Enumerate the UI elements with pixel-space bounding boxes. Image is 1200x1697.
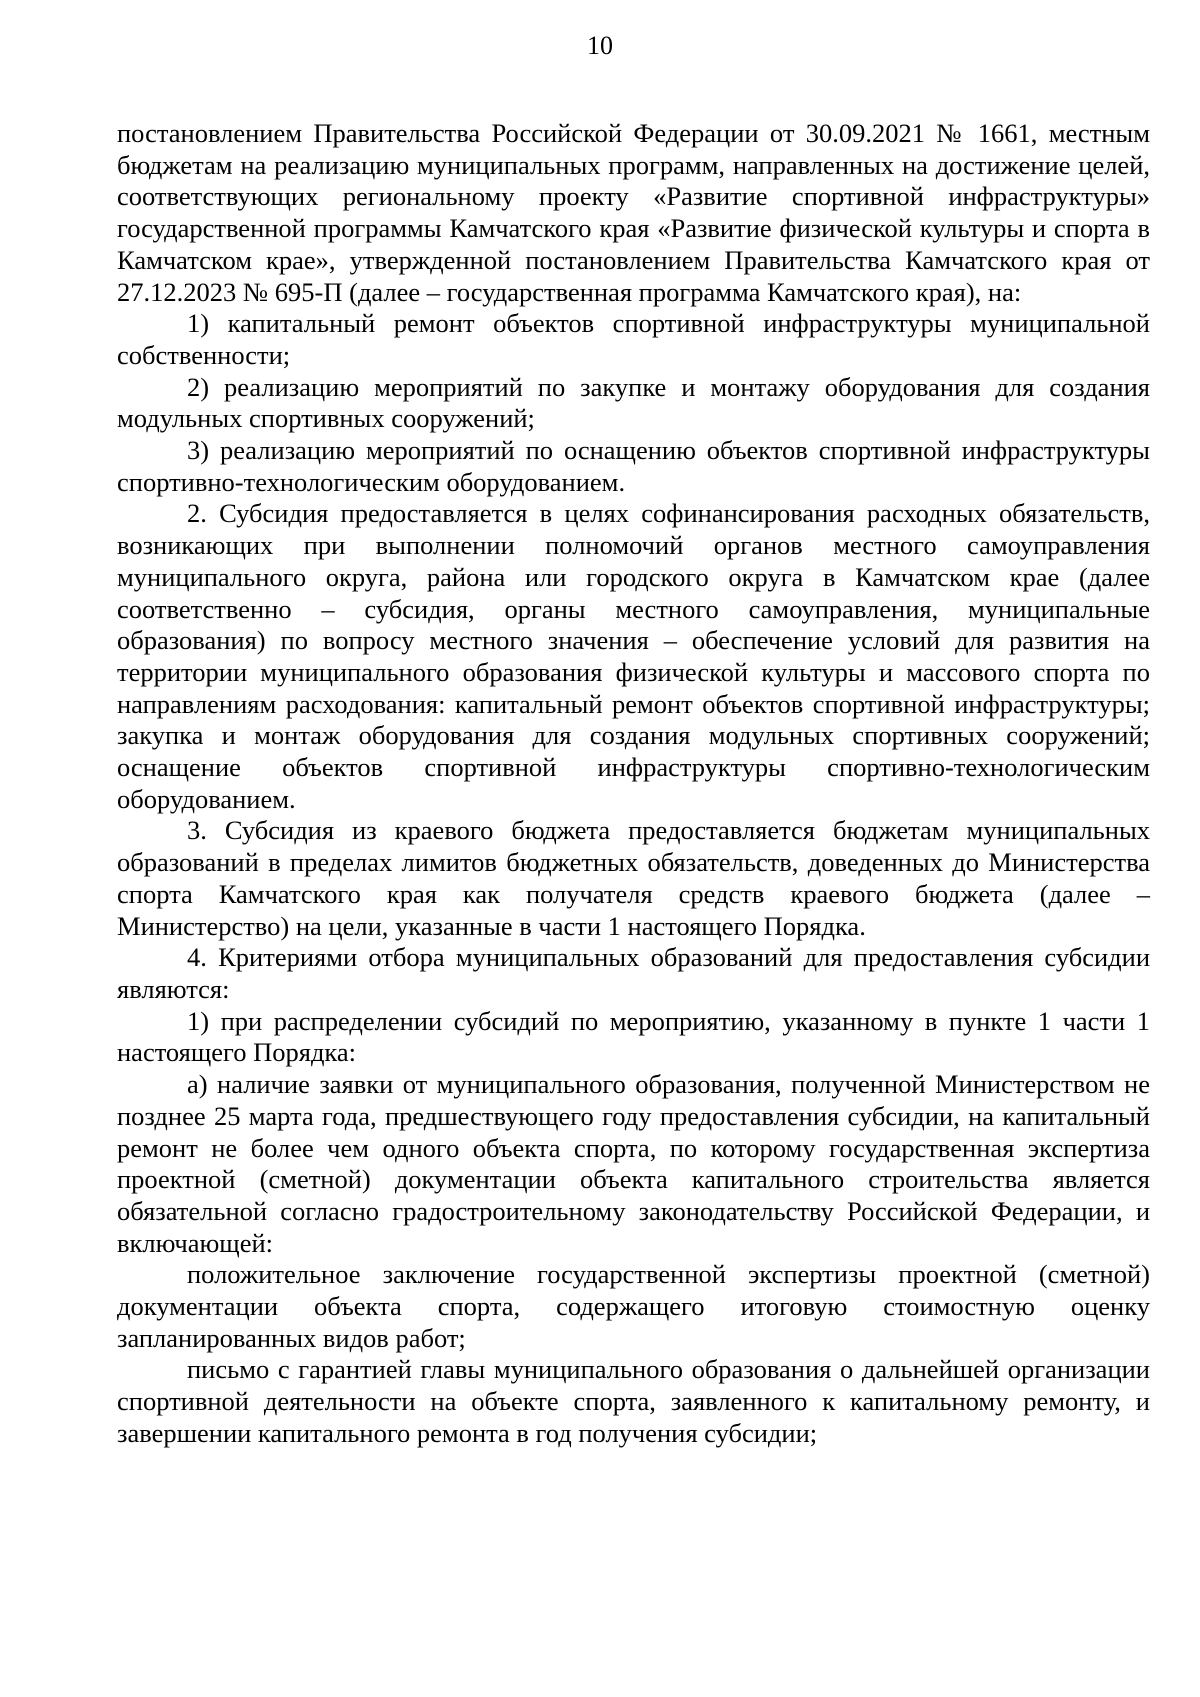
- paragraph-criteria-a: а) наличие заявки от муниципального образования, полученной Министерством не позднее 25 марта года, предшествующего году предоставления субсидии, на капитальный ремонт не более чем одного объекта спорта, по которому государственная экспертиза проектной (сметной) документации объекта капитального строительства является обязательной согласно градостроительному законодательству Российской Федерации, и включающей:: [117, 1069, 1150, 1258]
- paragraph-section-3: 3. Субсидия из краевого бюджета предоставляется бюджетам муниципальных образований в пределах лимитов бюджетных обязательств, доведенных до Министерства спорта Камчатского края как получателя средств краевого бюджета (далее – Министерство) на цели, указанные в части 1 настоящего Порядка.: [117, 815, 1150, 941]
- paragraph-section-2: 2. Субсидия предоставляется в целях софинансирования расходных обязательств, возникающих при выполнении полномочий органов местного самоуправления муниципального округа, района или городского округа в Камчатском крае (далее соответственно – субсидия, органы местного самоуправления, муниципальные образования) по вопросу местного значения – обеспечение условий для развития на территории муниципального образования физической культуры и массового спорта по направлениям расходования: капитальный ремонт объектов спортивной инфраструктуры; закупка и монтаж оборудования для создания модульных спортивных сооружений; оснащение объектов спортивной инфраструктуры спортивно-технологическим оборудованием.: [117, 498, 1150, 814]
- paragraph-item-2: 2) реализацию мероприятий по закупке и монтажу оборудования для создания модульных спортивных сооружений;: [117, 371, 1150, 434]
- paragraph-intro: постановлением Правительства Российской Федерации от 30.09.2021 № 1661, местным бюджетам на реализацию муниципальных программ, направленных на достижение целей, соответствующих региональному проекту «Развитие спортивной инфраструктуры» государственной программы Камчатского края «Развитие физической культуры и спорта в Камчатском крае», утвержденной постановлением Правительства Камчатского края от 27.12.2023 № 695-П (далее – государственная программа Камчатского края), на:: [117, 118, 1150, 307]
- page-number: 10: [587, 31, 613, 60]
- document-body: [117, 118, 1150, 1450]
- paragraph-section-4: 4. Критериями отбора муниципальных образований для предоставления субсидии являются:: [117, 942, 1150, 1004]
- paragraph-guarantee-letter: письмо с гарантией главы муниципального образования о дальнейшей организации спортивной деятельности на объекте спорта, заявленного к капитальному ремонту, и завершении капитального ремонта в год получения субсидии;: [117, 1354, 1150, 1448]
- paragraph-item-3: 3) реализацию мероприятий по оснащению объектов спортивной инфраструктуры спортивно-технологическим оборудованием.: [117, 435, 1150, 497]
- paragraph-conclusion: положительное заключение государственной экспертизы проектной (сметной) документации объекта спорта, содержащего итоговую стоимостную оценку запланированных видов работ;: [117, 1259, 1150, 1353]
- paragraph-criteria-1: 1) при распределении субсидий по мероприятию, указанному в пункте 1 части 1 настоящего Порядка:: [117, 1005, 1150, 1068]
- paragraph-item-1: 1) капитальный ремонт объектов спортивной инфраструктуры муниципальной собственности;: [117, 308, 1150, 370]
